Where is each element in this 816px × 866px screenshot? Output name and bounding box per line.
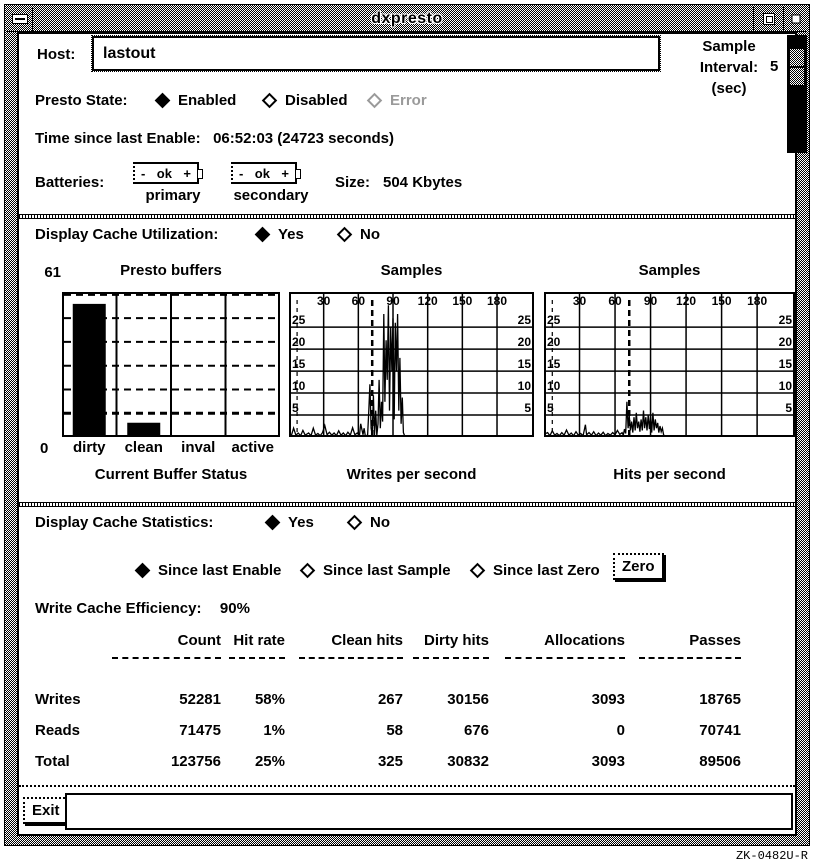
col-header: Allocations [544, 632, 625, 649]
radio-diamond-icon [347, 515, 363, 531]
radio-enabled[interactable]: Enabled [157, 92, 236, 109]
radio-statistics-yes[interactable]: Yes [267, 514, 314, 531]
svg-text:180: 180 [487, 294, 508, 308]
header-rule [97, 653, 221, 677]
slider-thumb[interactable] [789, 48, 805, 86]
battery-secondary [231, 162, 311, 204]
radio-diamond-icon [155, 93, 171, 109]
svg-text:150: 150 [711, 294, 732, 308]
table-cell: 30156 [447, 691, 489, 708]
statistics-mode-row [35, 558, 785, 590]
radio-diamond-icon [255, 227, 271, 243]
size-value: 504 Kbytes [383, 174, 463, 191]
writes-chart-caption: Writes per second [346, 466, 477, 483]
title-bar[interactable] [7, 7, 807, 32]
minimize-button[interactable] [753, 7, 783, 31]
host-input[interactable] [92, 36, 660, 71]
table-cell: 52281 [179, 691, 221, 708]
svg-text:5: 5 [547, 401, 554, 416]
svg-text:25: 25 [517, 313, 531, 328]
svg-text:5: 5 [292, 401, 299, 416]
battery-icon: - ok + [133, 162, 199, 184]
separator [19, 502, 795, 507]
hits-chart [544, 292, 795, 437]
table-cell: 0 [616, 722, 625, 739]
buffers-chart-title: Presto buffers [120, 262, 222, 279]
sample-interval-value: 5 [770, 58, 779, 75]
radio-error: Error [369, 92, 427, 109]
row-label: Reads [35, 722, 81, 739]
col-header: Passes [689, 632, 741, 649]
maximize-icon [791, 15, 800, 24]
radio-diamond-icon [265, 515, 281, 531]
time-since-enable-value: 06:52:03 (24723 seconds) [213, 130, 395, 147]
header-rule [285, 653, 403, 677]
exit-button[interactable]: Exit [23, 797, 69, 824]
table-cell: 325 [377, 753, 403, 770]
table-cell: 30832 [447, 753, 489, 770]
table-cell: 58% [254, 691, 285, 708]
table-cell: 89506 [699, 753, 741, 770]
hits-chart-caption: Hits per second [613, 466, 726, 483]
table-cell: 25% [254, 753, 285, 770]
svg-text:15: 15 [547, 357, 561, 372]
svg-text:15: 15 [292, 357, 306, 372]
svg-text:30: 30 [572, 294, 587, 308]
size-label: Size: [335, 174, 371, 191]
buffers-category-labels: dirty clean inval active [72, 439, 275, 456]
svg-text:15: 15 [778, 357, 792, 372]
svg-text:20: 20 [547, 335, 561, 350]
col-header: Dirty hits [423, 632, 489, 649]
svg-text:90: 90 [643, 294, 658, 308]
battery-name: primary [145, 187, 201, 204]
table-cell: 1% [263, 722, 285, 739]
table-cell: 267 [377, 691, 403, 708]
presto-state-label: Presto State: [35, 92, 128, 109]
radio-diamond-icon [135, 563, 151, 579]
row-label: Total [35, 753, 70, 770]
table-cell: 3093 [591, 691, 625, 708]
svg-text:90: 90 [386, 294, 400, 308]
table-cell: 123756 [170, 753, 221, 770]
batteries-row [35, 160, 785, 212]
radio-since-last-sample[interactable]: Since last Sample [302, 562, 451, 579]
radio-utilization-yes[interactable]: Yes [257, 226, 304, 243]
radio-since-last-enable[interactable]: Since last Enable [137, 562, 281, 579]
batteries-label: Batteries: [35, 174, 105, 191]
svg-text:25: 25 [547, 313, 561, 328]
radio-diamond-icon [367, 93, 383, 109]
radio-disabled[interactable]: Disabled [264, 92, 348, 109]
radio-utilization-no[interactable]: No [339, 226, 380, 243]
svg-text:25: 25 [778, 313, 792, 328]
message-box [65, 793, 793, 830]
separator [19, 214, 795, 219]
svg-text:10: 10 [778, 379, 792, 394]
svg-text:15: 15 [517, 357, 531, 372]
zero-button[interactable]: Zero [613, 553, 664, 580]
sample-interval-slider[interactable] [787, 35, 807, 153]
main-panel [17, 32, 797, 836]
svg-text:60: 60 [608, 294, 622, 308]
buffers-chart [62, 292, 280, 437]
sample-interval-label: Sample Interval: (sec) [699, 38, 759, 97]
col-header: Count [177, 632, 221, 649]
svg-text:10: 10 [517, 379, 531, 394]
battery-name: secondary [233, 187, 309, 204]
host-row [35, 34, 785, 97]
header-rule [625, 653, 741, 677]
statistics-table [35, 632, 741, 770]
buffers-chart-caption: Current Buffer Status [94, 466, 248, 483]
presto-state-row [35, 92, 785, 116]
writes-chart-title: Samples [380, 262, 443, 279]
table-cell: 71475 [179, 722, 221, 739]
col-header: Hit rate [233, 632, 285, 649]
table-cell: 18765 [699, 691, 741, 708]
figure-caption: ZK-0482U-R [735, 849, 808, 863]
table-cell: 676 [463, 722, 489, 739]
separator [19, 785, 795, 787]
svg-text:20: 20 [292, 335, 306, 350]
battery-primary [133, 162, 213, 204]
svg-text:120: 120 [417, 294, 438, 308]
svg-text:120: 120 [676, 294, 697, 308]
writes-chart [289, 292, 534, 437]
window-menu-icon [12, 14, 28, 24]
buffers-ymax-label: 61 [44, 264, 61, 281]
table-cell: 58 [386, 722, 403, 739]
minimize-icon [763, 13, 775, 25]
cache-utilization-row [35, 226, 785, 250]
efficiency-value: 90% [219, 600, 250, 617]
efficiency-label: Write Cache Efficiency: [35, 600, 202, 617]
svg-text:150: 150 [452, 294, 473, 308]
radio-diamond-icon [470, 563, 486, 579]
window-menu-button[interactable] [7, 7, 33, 31]
radio-since-last-zero[interactable]: Since last Zero [472, 562, 600, 579]
radio-diamond-icon [262, 93, 278, 109]
col-header: Clean hits [331, 632, 403, 649]
table-cell: 3093 [591, 753, 625, 770]
cache-statistics-row [35, 514, 785, 538]
window-title: dxpresto [371, 10, 443, 27]
hits-chart-title: Samples [638, 262, 701, 279]
time-since-enable-row [35, 130, 785, 154]
header-rule [221, 653, 285, 677]
svg-text:5: 5 [524, 401, 531, 416]
radio-diamond-icon [300, 563, 316, 579]
radio-diamond-icon [337, 227, 353, 243]
svg-text:20: 20 [778, 335, 792, 350]
efficiency-row [35, 600, 785, 624]
svg-text:60: 60 [351, 294, 366, 308]
window-frame [4, 4, 810, 846]
radio-statistics-no[interactable]: No [349, 514, 390, 531]
svg-text:5: 5 [785, 401, 792, 416]
svg-text:10: 10 [292, 379, 306, 394]
cache-utilization-label: Display Cache Utilization: [35, 226, 219, 243]
row-label: Writes [35, 691, 81, 708]
svg-text:180: 180 [747, 294, 768, 308]
svg-text:20: 20 [517, 335, 531, 350]
maximize-button[interactable] [783, 7, 807, 31]
svg-text:30: 30 [316, 294, 331, 308]
table-cell: 70741 [699, 722, 741, 739]
header-rule [403, 653, 489, 677]
svg-text:25: 25 [292, 313, 306, 328]
cache-statistics-label: Display Cache Statistics: [35, 514, 214, 531]
svg-text:10: 10 [547, 379, 561, 394]
host-label: Host: [37, 46, 76, 63]
time-since-enable-label: Time since last Enable: [35, 130, 201, 147]
battery-icon: - ok + [231, 162, 297, 184]
buffers-ymin-label: 0 [40, 440, 49, 457]
header-rule [489, 653, 625, 677]
